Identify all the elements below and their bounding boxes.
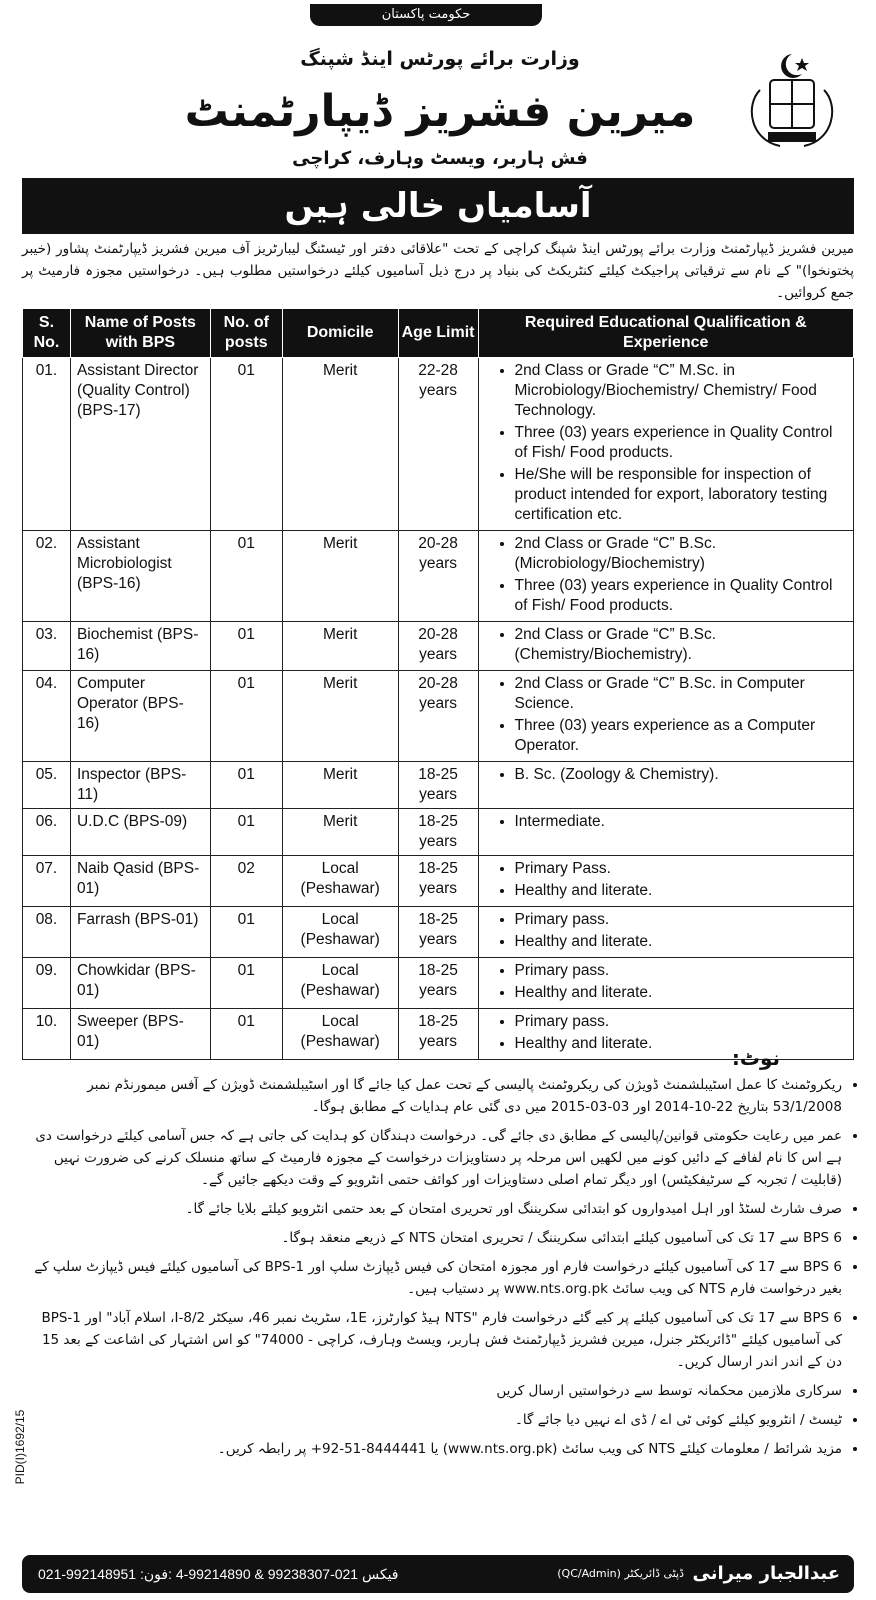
qualification-item: • 2nd Class or Grade “C” M.Sc. in Microbiology/Biochemistry/ Chemistry/ Food Technology. bbox=[515, 361, 848, 421]
cell-qualification bbox=[478, 358, 854, 531]
qualification-item: • B. Sc. (Zoology & Chemistry). bbox=[515, 765, 848, 785]
cell-sno: 05. bbox=[23, 762, 71, 809]
col-header-age: Age Limit bbox=[398, 309, 478, 358]
note-item: • ٹیسٹ / انٹرویو کیلئے کوئی ٹی اے / ڈی اے نہیں دیا جائے گا۔ bbox=[22, 1409, 842, 1431]
col-header-posts: No. of posts bbox=[210, 309, 282, 358]
qualification-item: • Intermediate. bbox=[515, 812, 848, 832]
cell-qualification bbox=[478, 958, 854, 1009]
col-header-sno: S. No. bbox=[23, 309, 71, 358]
cell-post-name: Assistant Director (Quality Control) (BPS-17) bbox=[70, 358, 210, 531]
footer-designation: ڈپٹی ڈائریکٹر (QC/Admin) bbox=[557, 1567, 684, 1580]
cell-domicile: Merit bbox=[282, 762, 398, 809]
note-item: • BPS 6 سے 17 تک کی آسامیوں کیلئے پر کیے گئے درخواست فارم "NTS ہیڈ کوارٹرز، 1E، سٹریٹ نمبر 46، سیکٹر I-8/2، اسلام آباد" اور BPS-1 کی آسامیوں کیلئے "ڈائریکٹر جنرل، میرین فشریز ڈیپارٹمنٹ فش ہاربر، ویسٹ وہارف، کراچی - 74000" کو اس اشتہار کی اشاعت کے بعد 15 دن کے اندر اندر ارسال کریں۔ bbox=[22, 1307, 842, 1373]
cell-sno: 08. bbox=[23, 907, 71, 958]
pakistan-emblem-icon bbox=[740, 50, 844, 154]
table-row bbox=[23, 671, 854, 762]
qualification-list bbox=[485, 859, 848, 901]
cell-age: 18-25 years bbox=[398, 1009, 478, 1060]
vacancies-banner: آسامیاں خالی ہیں bbox=[22, 178, 854, 234]
cell-domicile: Merit bbox=[282, 809, 398, 856]
col-header-qualification: Required Educational Qualification & Experience bbox=[478, 309, 854, 358]
cell-sno: 07. bbox=[23, 856, 71, 907]
cell-domicile: Local (Peshawar) bbox=[282, 907, 398, 958]
cell-age: 18-25 years bbox=[398, 958, 478, 1009]
cell-post-name: U.D.C (BPS-09) bbox=[70, 809, 210, 856]
cell-qualification bbox=[478, 1009, 854, 1060]
qualification-item: • He/She will be responsible for inspection of product intended for export, laboratory testing certification etc. bbox=[515, 465, 848, 525]
cell-sno: 01. bbox=[23, 358, 71, 531]
cell-sno: 09. bbox=[23, 958, 71, 1009]
cell-age: 20-28 years bbox=[398, 531, 478, 622]
qualification-item: • 2nd Class or Grade “C” B.Sc. in Computer Science. bbox=[515, 674, 848, 714]
cell-age: 18-25 years bbox=[398, 856, 478, 907]
qualification-item: • Three (03) years experience in Quality Control of Fish/ Food products. bbox=[515, 423, 848, 463]
cell-age: 18-25 years bbox=[398, 907, 478, 958]
cell-sno: 02. bbox=[23, 531, 71, 622]
cell-age: 22-28 years bbox=[398, 358, 478, 531]
cell-post-name: Biochemist (BPS-16) bbox=[70, 622, 210, 671]
note-item: • BPS 6 سے 17 تک کی آسامیوں کیلئے ابتدائی سکریننگ / تحریری امتحان NTS کے ذریعے منعقد ہوگا۔ bbox=[22, 1227, 842, 1249]
table-row bbox=[23, 809, 854, 856]
cell-post-name: Farrash (BPS-01) bbox=[70, 907, 210, 958]
cell-qualification bbox=[478, 907, 854, 958]
pid-number: PID(I)1692/15 bbox=[13, 1409, 27, 1485]
cell-domicile: Local (Peshawar) bbox=[282, 958, 398, 1009]
cell-qualification bbox=[478, 809, 854, 856]
table-row bbox=[23, 907, 854, 958]
table-header-row bbox=[23, 309, 854, 358]
cell-qualification bbox=[478, 622, 854, 671]
cell-domicile: Merit bbox=[282, 358, 398, 531]
qualification-item: • 2nd Class or Grade “C” B.Sc. (Microbiology/Biochemistry) bbox=[515, 534, 848, 574]
table-row bbox=[23, 856, 854, 907]
cell-post-name: Chowkidar (BPS-01) bbox=[70, 958, 210, 1009]
col-header-name: Name of Posts with BPS bbox=[70, 309, 210, 358]
department-address: فش ہاربر، ویسٹ وہارف، کراچی bbox=[292, 148, 588, 169]
cell-posts: 01 bbox=[210, 1009, 282, 1060]
qualification-list bbox=[485, 674, 848, 756]
qualification-item: • Primary pass. bbox=[515, 961, 848, 981]
qualification-item: • Three (03) years experience in Quality Control of Fish/ Food products. bbox=[515, 576, 848, 616]
cell-qualification bbox=[478, 531, 854, 622]
qualification-item: • Healthy and literate. bbox=[515, 932, 848, 952]
cell-post-name: Naib Qasid (BPS-01) bbox=[70, 856, 210, 907]
cell-domicile: Merit bbox=[282, 671, 398, 762]
cell-posts: 01 bbox=[210, 531, 282, 622]
table-row bbox=[23, 622, 854, 671]
cell-posts: 02 bbox=[210, 856, 282, 907]
cell-qualification bbox=[478, 856, 854, 907]
footer-bar bbox=[22, 1555, 854, 1593]
cell-domicile: Merit bbox=[282, 531, 398, 622]
cell-qualification bbox=[478, 762, 854, 809]
cell-age: 20-28 years bbox=[398, 622, 478, 671]
qualification-item: • Primary Pass. bbox=[515, 859, 848, 879]
note-item: • صرف شارٹ لسٹڈ اور اہل امیدواروں کو ابتدائی سکریننگ اور تحریری امتحان کے بعد حتمی انٹرویو کیلئے بلایا جائے گا۔ bbox=[22, 1198, 842, 1220]
footer-name: عبدالجبار میرانی bbox=[692, 1563, 840, 1584]
cell-posts: 01 bbox=[210, 809, 282, 856]
cell-post-name: Inspector (BPS-11) bbox=[70, 762, 210, 809]
qualification-item: • Healthy and literate. bbox=[515, 881, 848, 901]
footer-contact-numbers: 021-992148951 :فیکس 021-99238307 & 99214890-4 :فون bbox=[38, 1566, 399, 1582]
note-item: • عمر میں رعایت حکومتی قوانین/پالیسی کے مطابق دی جائے گی۔ درخواست دہندگان کو ہدایت کی جاتی ہے کہ جس آسامی کیلئے درخواست دی ہے اس کا نام لفافے کے دائیں کونے میں لکھیں اس مرحلہ پر دستاویزات درخواست کے مجوزہ فارمیٹ کے ساتھ منسلک کرنے کی ضرورت نہیں (قابلیت / تجربہ کے سرٹیفکیٹس) اور دیگر تمام اصلی دستاویزات اور کوائف حتمی انٹرویو کے وقت دیکھے جائیں گے۔ bbox=[22, 1125, 842, 1191]
cell-posts: 01 bbox=[210, 358, 282, 531]
ministry-title: وزارت برائے پورٹس اینڈ شپنگ bbox=[300, 48, 580, 70]
cell-sno: 06. bbox=[23, 809, 71, 856]
qualification-list bbox=[485, 812, 848, 832]
col-header-domicile: Domicile bbox=[282, 309, 398, 358]
note-item: • ریکروٹمنٹ کا عمل اسٹیبلشمنٹ ڈویژن کی ریکروٹمنٹ پالیسی کے تحت عمل کیا جائے گا اور اسٹیبلشمنٹ ڈویژن کے آفس میمورنڈم نمبر 53/1/2008 بتاریخ 22-10-2014 اور 03-03-2015 میں دی گئی عام ہدایات کے مطابق ہوگا۔ bbox=[22, 1074, 842, 1118]
cell-posts: 01 bbox=[210, 907, 282, 958]
cell-post-name: Computer Operator (BPS-16) bbox=[70, 671, 210, 762]
notes-title: نوٹ: bbox=[731, 1046, 780, 1070]
cell-posts: 01 bbox=[210, 958, 282, 1009]
cell-sno: 03. bbox=[23, 622, 71, 671]
cell-domicile: Local (Peshawar) bbox=[282, 1009, 398, 1060]
qualification-item: • Primary pass. bbox=[515, 910, 848, 930]
intro-paragraph: میرین فشریز ڈیپارٹمنٹ وزارت برائے پورٹس اینڈ شپنگ کراچی کے تحت "علاقائی دفتر اور ٹیسٹنگ لیبارٹریز آف میرین فشریز ڈیپارٹمنٹ پشاور (خیبر پختونخوا)" کے نام سے ترقیاتی پراجیکٹ کیلئے کنٹریکٹ کی بنیاد پر درج ذیل آسامیوں کیلئے درخواستیں مطلوب ہیں۔ درخواستیں مجوزہ فارمیٹ پر جمع کروائیں۔ bbox=[22, 241, 854, 301]
cell-age: 20-28 years bbox=[398, 671, 478, 762]
cell-posts: 01 bbox=[210, 622, 282, 671]
table-row bbox=[23, 531, 854, 622]
note-item: • سرکاری ملازمین محکمانہ توسط سے درخواستیں ارسال کریں bbox=[22, 1380, 842, 1402]
qualification-list bbox=[485, 625, 848, 665]
cell-posts: 01 bbox=[210, 671, 282, 762]
qualification-item: • Three (03) years experience as a Computer Operator. bbox=[515, 716, 848, 756]
qualification-item: • Primary pass. bbox=[515, 1012, 848, 1032]
qualification-list bbox=[485, 534, 848, 616]
cell-qualification bbox=[478, 671, 854, 762]
qualification-list bbox=[485, 765, 848, 785]
cell-age: 18-25 years bbox=[398, 762, 478, 809]
qualification-item: • 2nd Class or Grade “C” B.Sc. (Chemistry/Biochemistry). bbox=[515, 625, 848, 665]
note-item: • مزید شرائط / معلومات کیلئے NTS کی ویب سائٹ (www.nts.org.pk) یا 8444441-51-92+ پر رابطہ کریں۔ bbox=[22, 1438, 842, 1460]
note-item: • BPS 6 سے 17 کی آسامیوں کیلئے درخواست فارم اور مجوزہ امتحان کی فیس ڈیپازٹ سلپ اور BPS-1 کی آسامیوں کیلئے فیس ڈیپازٹ سلپ کے بغیر درخواست فارم NTS کی ویب سائٹ www.nts.org.pk پر دستیاب ہیں۔ bbox=[22, 1256, 842, 1300]
qualification-list bbox=[485, 910, 848, 952]
cell-post-name: Assistant Microbiologist (BPS-16) bbox=[70, 531, 210, 622]
cell-sno: 04. bbox=[23, 671, 71, 762]
qualification-item: • Healthy and literate. bbox=[515, 1034, 848, 1054]
cell-domicile: Local (Peshawar) bbox=[282, 856, 398, 907]
table-row bbox=[23, 358, 854, 531]
notes-list bbox=[22, 1074, 868, 1467]
cell-posts: 01 bbox=[210, 762, 282, 809]
cell-post-name: Sweeper (BPS-01) bbox=[70, 1009, 210, 1060]
cell-age: 18-25 years bbox=[398, 809, 478, 856]
table-body bbox=[23, 358, 854, 1060]
table-row bbox=[23, 762, 854, 809]
govt-tab: حکومت پاکستان bbox=[310, 4, 542, 26]
vacancies-table bbox=[22, 308, 854, 1060]
cell-sno: 10. bbox=[23, 1009, 71, 1060]
qualification-list bbox=[485, 361, 848, 525]
qualification-list bbox=[485, 961, 848, 1003]
qualification-list bbox=[485, 1012, 848, 1054]
department-title: میرین فشریز ڈیپارٹمنٹ bbox=[184, 86, 696, 137]
qualification-item: • Healthy and literate. bbox=[515, 983, 848, 1003]
cell-domicile: Merit bbox=[282, 622, 398, 671]
table-row bbox=[23, 958, 854, 1009]
